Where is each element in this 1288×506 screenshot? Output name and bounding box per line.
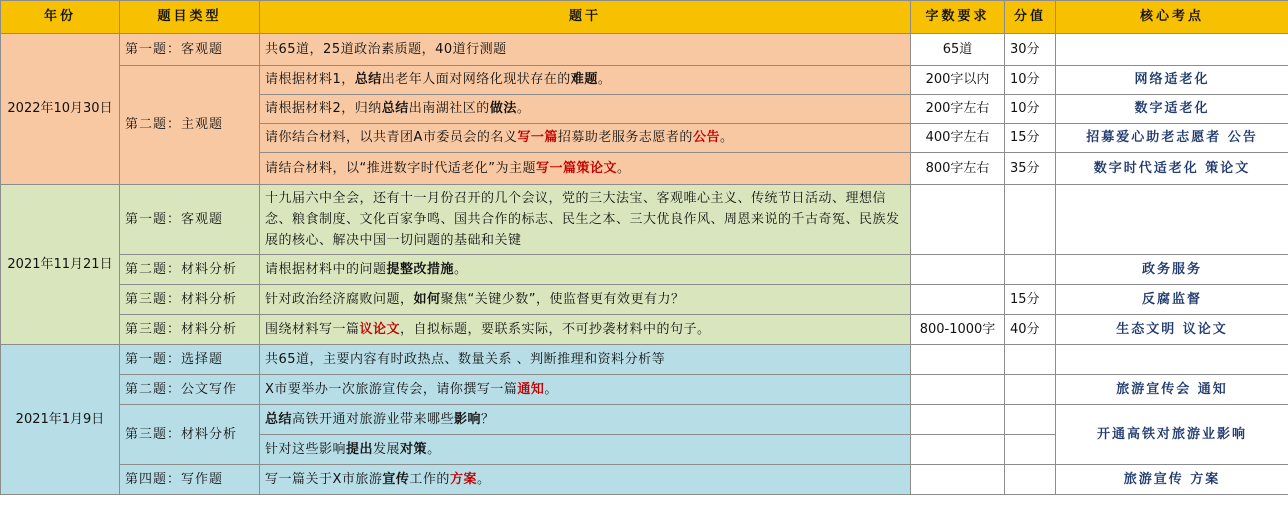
stem-text: 。 [544,381,558,397]
stem-bold: 如何 [413,291,441,307]
score-cell [1005,465,1056,495]
year-cell: 2022年10月30日 [1,34,120,185]
stem-text: 发展 [373,441,401,457]
score-cell [1005,185,1056,255]
table-row [1,345,1288,375]
stem-bold: 做法 [489,101,517,116]
key-point-cell [1056,185,1288,255]
stem-bold: 影响 [454,411,482,427]
score-cell: 10分 [1005,66,1056,95]
words-cell: 400字左右 [911,124,1005,153]
score-cell [1005,375,1056,405]
stem-text: 。 [427,441,441,457]
stem-text: 出南湖社区的 [408,101,490,116]
table-row [1,405,1288,435]
words-cell [911,435,1005,465]
words-cell [911,285,1005,315]
key-point-cell: 数字适老化 [1056,95,1288,124]
stem-text: ，自拟标题，要联系实际，不可抄袭材料中的句子。 [400,321,711,337]
table-row [1,465,1288,495]
header-type: 题目类型 [120,1,260,34]
stem-bold: 提出 [346,441,374,457]
stem-red: 通知 [517,381,545,397]
year-cell: 2021年1月9日 [1,345,120,495]
stem-text: 。 [719,130,734,145]
stem-text: 聚焦“关键少数”，使监督更有效更有力？ [440,291,685,307]
stem-text: 出老年人面对网络化现状存在的 [381,72,571,87]
type-cell: 第三题：材料分析 [120,315,260,345]
stem-red: 写一篇策论文 [535,160,617,176]
key-point-cell: 反腐监督 [1056,285,1288,315]
table-row [1,315,1288,345]
stem-text: 。 [597,72,612,87]
table-row [1,285,1288,315]
stem-bold: 宣传 [382,471,410,487]
stem-text: 请根据材料中的问题 [265,261,387,277]
stem-bold: 总结 [381,101,409,116]
header-words: 字数要求 [911,1,1005,34]
header-stem: 题干 [260,1,911,34]
type-cell: 第四题：写作题 [120,465,260,495]
stem-cell [260,153,911,185]
key-point-cell: 旅游宣传 方案 [1056,465,1288,495]
score-cell [1005,255,1056,285]
key-point-cell: 生态文明 议论文 [1056,315,1288,345]
type-cell: 第三题：材料分析 [120,405,260,465]
stem-red: 方案 [449,471,477,487]
stem-text: 围绕材料写一篇 [265,321,360,337]
stem-cell [260,66,911,95]
score-cell [1005,345,1056,375]
stem-cell [260,285,911,315]
score-cell [1005,405,1056,435]
stem-cell: 共65道，25道政治素质题，40道行测题 [260,34,911,66]
stem-bold: 对策 [400,441,428,457]
key-point-cell: 旅游宣传会 通知 [1056,375,1288,405]
stem-cell [260,435,911,465]
words-cell: 65道 [911,34,1005,66]
table-row [1,375,1288,405]
header-score: 分值 [1005,1,1056,34]
header-row [1,1,1288,34]
stem-red: 公告 [692,130,720,145]
words-cell [911,255,1005,285]
stem-cell [260,405,911,435]
key-point-cell: 网络适老化 [1056,66,1288,95]
key-point-cell [1056,345,1288,375]
score-cell: 15分 [1005,285,1056,315]
stem-cell [260,255,911,285]
header-key: 核心考点 [1056,1,1288,34]
score-cell: 15分 [1005,124,1056,153]
stem-text: 写一篇关于X市旅游 [265,471,383,487]
stem-cell [260,375,911,405]
stem-text: 工作的 [409,471,450,487]
words-cell [911,405,1005,435]
type-cell: 第二题：材料分析 [120,255,260,285]
stem-text: 请根据材料1， [265,72,355,87]
stem-text: 针对这些影响 [265,441,347,457]
key-point-cell: 开通高铁对旅游业影响 [1056,405,1288,465]
words-cell [911,345,1005,375]
stem-red: 议论文 [359,321,401,337]
year-cell: 2021年11月21日 [1,185,120,345]
stem-cell [260,95,911,124]
stem-text: 请根据材料2，归纳 [265,101,382,116]
score-cell [1005,435,1056,465]
words-cell: 800-1000字 [911,315,1005,345]
words-cell [911,375,1005,405]
stem-text: 招募助老服务志愿者的 [557,130,693,145]
type-cell: 第二题：主观题 [120,66,260,185]
key-point-cell: 数字时代适老化 策论文 [1056,153,1288,185]
table-row [1,34,1288,66]
words-cell: 200字以内 [911,66,1005,95]
words-cell: 800字左右 [911,153,1005,185]
type-cell: 第一题：客观题 [120,34,260,66]
stem-cell: 共65道，主要内容有时政热点、数量关系 、判断推理和资料分析等 [260,345,911,375]
stem-bold: 总结 [265,411,293,427]
words-cell [911,465,1005,495]
key-point-cell: 政务服务 [1056,255,1288,285]
score-cell: 40分 [1005,315,1056,345]
words-cell [911,185,1005,255]
table-row [1,255,1288,285]
stem-text: 高铁开通对旅游业带来哪些 [292,411,455,427]
type-cell: 第三题：材料分析 [120,285,260,315]
header-year: 年份 [1,1,120,34]
stem-cell [260,124,911,153]
type-cell: 第一题：选择题 [120,345,260,375]
stem-text: 针对政治经济腐败问题， [265,291,414,307]
stem-text: 。 [476,471,491,487]
table-row [1,185,1288,255]
stem-text: 。 [617,160,631,176]
score-cell: 10分 [1005,95,1056,124]
key-point-cell: 招募爱心助老志愿者 公告 [1056,124,1288,153]
stem-text: X市要举办一次旅游宣传会，请你撰写一篇 [265,381,518,397]
key-point-cell [1056,34,1288,66]
stem-bold: 提整改措施 [386,261,455,277]
stem-cell: 十九届六中全会，还有十一月份召开的几个会议，党的三大法宝、客观唯心主义、传统节日活动、理想信念、粮食制度、文化百家争鸣、国共合作的标志、民生之本、三大优良作风、周恩来说的千古奇冤、民族发展的核心、解决中国一切问题的基础和关键 [260,185,911,255]
stem-bold: 难题 [570,72,598,87]
stem-cell [260,465,911,495]
stem-text: ？ [481,411,495,427]
type-cell: 第二题：公文写作 [120,375,260,405]
stem-text: 请你结合材料，以共青团A市委员会的名义 [265,130,518,145]
stem-red: 写一篇 [517,130,558,145]
words-cell: 200字左右 [911,95,1005,124]
score-cell: 35分 [1005,153,1056,185]
stem-cell [260,315,911,345]
stem-text: 。 [454,261,468,277]
type-cell: 第一题：客观题 [120,185,260,255]
table-row [1,66,1288,95]
stem-text: 请结合材料，以“推进数字时代适老化”为主题 [265,160,536,176]
stem-bold: 总结 [354,72,382,87]
stem-text: 。 [516,101,531,116]
score-cell: 30分 [1005,34,1056,66]
